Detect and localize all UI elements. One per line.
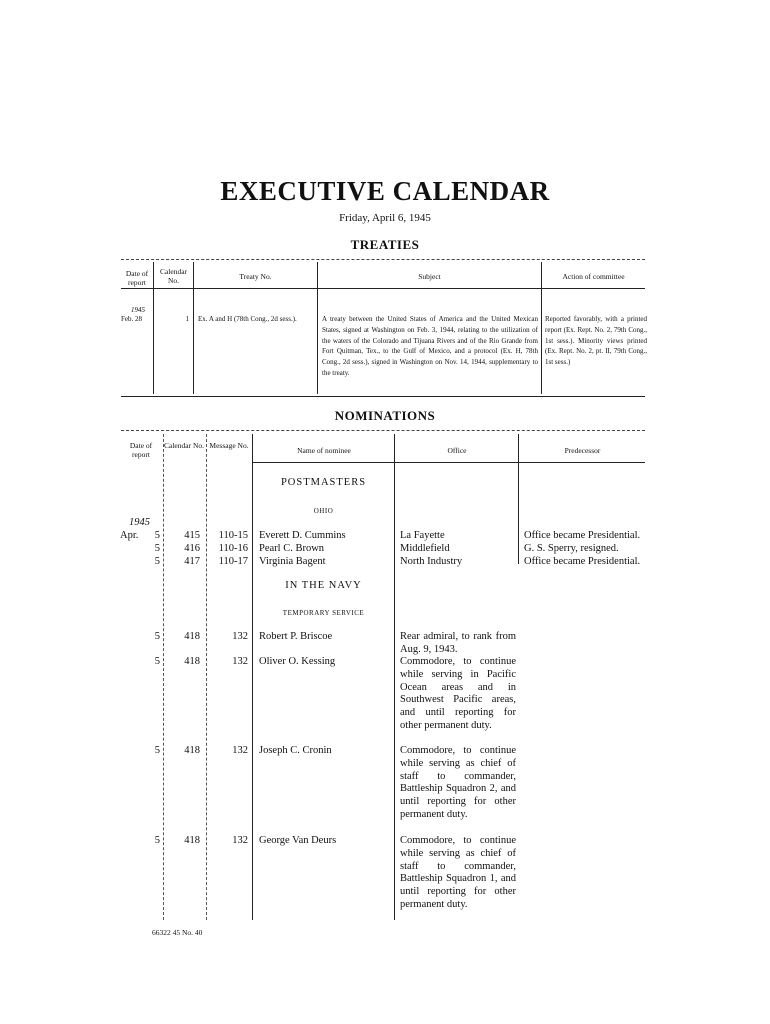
calendar-no: 415 [184, 530, 200, 541]
message-no: 132 [232, 656, 248, 667]
predecessor: G. S. Sperry, resigned. [524, 543, 619, 554]
message-no: 132 [232, 745, 248, 756]
predecessor: Office became Presidential. [524, 556, 641, 567]
treaties-top-rule [121, 259, 645, 260]
office-name: Commodore, to continue while serving in Pacific Ocean areas and in Southwest Pacific areas, and until reporting for other permanent duty. [400, 656, 516, 731]
treaties-col-action: Action of committee [562, 272, 625, 281]
report-day: 5 [154, 543, 160, 554]
page-title: EXECUTIVE CALENDAR [220, 176, 550, 206]
calendar-no: 418 [184, 835, 200, 846]
treaties-col-divider [317, 262, 318, 394]
treaty-committee-action: Reported favorably, with a printed report (Ex. Rept. No. 2, 79th Cong., 1st sess.). Minority views printed (Ex. Rept. No. 2, pt. II, 79th Cong., 1st sess.) [545, 315, 647, 367]
treaties-bottom-rule [121, 396, 645, 397]
nominee-name: Everett D. Cummins [259, 530, 346, 541]
nominations-heading: NOMINATIONS [334, 408, 436, 423]
office-name: La Fayette [400, 530, 445, 541]
calendar-no: 418 [184, 631, 200, 642]
office-name: Middlefield [400, 543, 450, 554]
state-heading: OHIO [313, 507, 334, 515]
nominations-month: Apr. [120, 530, 139, 541]
nominations-col-predecessor: Predecessor [564, 446, 601, 455]
treaties-year: 1945 [131, 306, 145, 314]
nominations-col-divider [394, 434, 395, 920]
nominee-name: Virginia Bagent [259, 556, 326, 567]
treaties-col-divider [541, 262, 542, 394]
nominations-col-date: Date of report [129, 441, 153, 459]
report-day: 5 [154, 556, 160, 567]
treaties-header-rule [121, 288, 645, 289]
predecessor: Office became Presidential. [524, 530, 641, 541]
treaties-col-calendar: Calendar No. [159, 267, 188, 285]
treaty-number: Ex. A and H (78th Cong., 2d sess.). [198, 315, 297, 323]
treaties-col-date: Date of report [125, 269, 149, 287]
nominee-name: Oliver O. Kessing [259, 656, 336, 667]
calendar-no: 418 [184, 656, 200, 667]
treaty-calendar-no: 1 [185, 315, 189, 323]
message-no: 110-15 [218, 530, 248, 541]
report-day: 5 [154, 656, 160, 667]
message-no: 110-16 [218, 543, 248, 554]
print-footer: 66322 45 No. 40 [152, 928, 203, 937]
calendar-no: 417 [184, 556, 200, 567]
office-name: Rear admiral, to rank from Aug. 9, 1943. [400, 631, 516, 655]
report-day: 5 [154, 631, 160, 642]
nominee-name: Joseph C. Cronin [259, 745, 332, 756]
nominee-name: George Van Deurs [259, 835, 337, 846]
nominee-name: Robert P. Briscoe [259, 631, 333, 642]
message-no: 110-17 [218, 556, 248, 567]
calendar-no: 418 [184, 745, 200, 756]
nominations-year: 1945 [129, 517, 150, 528]
nominations-header-rule [253, 462, 645, 463]
calendar-date: Friday, April 6, 1945 [339, 212, 431, 224]
report-day: 5 [154, 745, 160, 756]
treaties-col-divider [193, 262, 194, 394]
message-no: 132 [232, 631, 248, 642]
nominations-col-message: Message No. [209, 441, 249, 450]
calendar-no: 416 [184, 543, 200, 554]
postmasters-heading: POSTMASTERS [280, 477, 367, 488]
nominations-col-divider [518, 434, 519, 564]
treaties-col-treaty: Treaty No. [239, 272, 272, 281]
office-name: Commodore, to continue while serving as chief of staff to commander, Battleship Squadron 1, and until reporting for other permanent duty. [400, 835, 516, 910]
office-name: Commodore, to continue while serving as chief of staff to commander, Battleship Squadron 2, and until reporting for other permanent duty. [400, 745, 516, 820]
navy-subheading: TEMPORARY SERVICE [282, 609, 365, 617]
navy-heading: IN THE NAVY [285, 580, 362, 591]
message-no: 132 [232, 835, 248, 846]
nominations-col-divider [163, 434, 164, 920]
nominations-col-calendar: Calendar No. [164, 441, 204, 450]
nominee-name: Pearl C. Brown [259, 543, 325, 554]
nominations-col-divider [206, 434, 207, 920]
nominations-top-rule [121, 430, 645, 431]
nominations-col-office: Office [447, 446, 467, 455]
treaties-col-subject: Subject [418, 272, 441, 281]
treaty-subject: A treaty between the United States of America and the United Mexican States, signed at Washington on Feb. 3, 1944, relating to the utilization of the waters of the Colorado and Tijuana Rivers and of the Rio Grande from Fort Quitman, Tex., to the Gulf of Mexico, and a protocol (Ex. H, 78th Cong., 2d sess.), signed in Washington on Nov. 14, 1944, supplementary to the treaty. [322, 315, 538, 377]
treaty-date: Feb. 28 [121, 315, 142, 323]
report-day: 5 [154, 835, 160, 846]
nominations-col-name: Name of nominee [297, 446, 351, 455]
office-name: North Industry [400, 556, 463, 567]
report-day: 5 [154, 530, 160, 541]
treaties-heading: TREATIES [350, 237, 420, 252]
